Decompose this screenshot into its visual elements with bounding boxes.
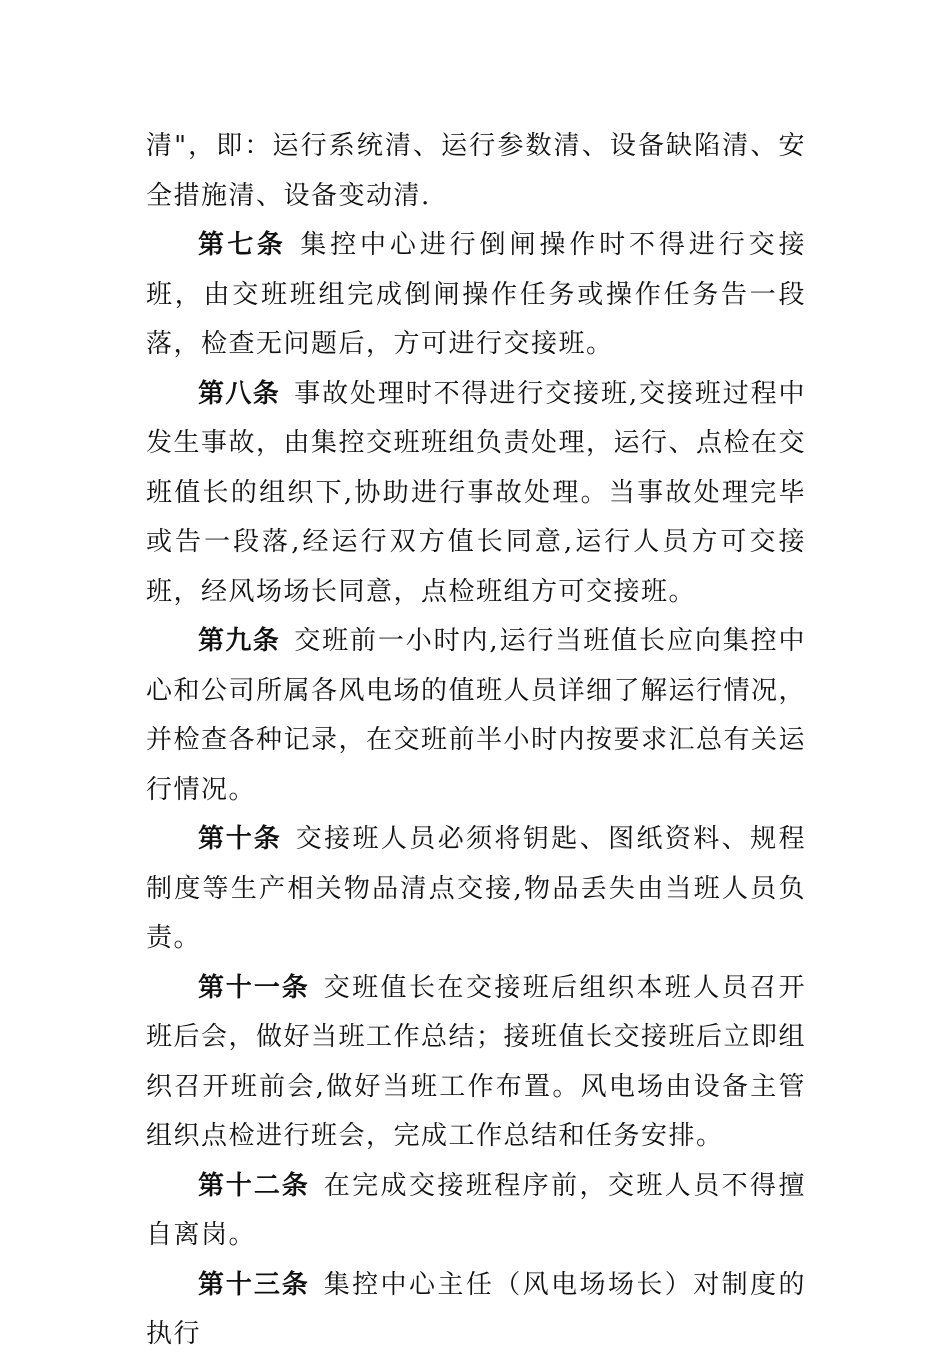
article-number: 第十二条: [198, 1170, 310, 1201]
article-text: 交班前一小时内,运行当班值长应向集控中心和公司所属各风电场的值班人员详细了解运行情况，并检查各种记录，在交班前半小时内按要求汇总有关运行情况。: [146, 626, 807, 805]
article-12: [146, 1162, 806, 1261]
article-number: 第十三条: [198, 1269, 310, 1300]
article-text: 集控中心主任（风电场场长）对制度的执行: [146, 1269, 806, 1349]
article-7: [146, 221, 806, 370]
article-number: 第十一条: [198, 972, 310, 1003]
article-text: 交班值长在交接班后组织本班人员召开班后会，做好当班工作总结；接班值长交接班后立即组织召开班前会,做好当班工作布置。风电场由设备主管组织点检进行班会，完成工作总结和任务安排。: [146, 972, 807, 1151]
article-number: 第七条: [198, 230, 287, 260]
article-number: 第十条: [198, 824, 282, 854]
paragraph-text: 清"，即：运行系统清、运行参数清、设备缺陷清、安全措施清、设备变动清.: [146, 131, 806, 211]
article-number: 第九条: [198, 626, 281, 656]
article-8: [146, 370, 806, 618]
paragraph-continuation: [146, 122, 806, 221]
article-text: 交接班人员必须将钥匙、图纸资料、规程制度等生产相关物品清点交接,物品丢失由当班人员负责。: [146, 824, 806, 953]
article-11: [146, 964, 806, 1162]
article-text: 在完成交接班程序前，交班人员不得擅自离岗。: [146, 1170, 806, 1250]
article-13: [146, 1261, 806, 1360]
article-number: 第八条: [198, 378, 281, 409]
article-text: 事故处理时不得进行交接班,交接班过程中发生事故，由集控交班班组负责处理，运行、点检在交班值长的组织下,协助进行事故处理。当事故处理完毕或告一段落,经运行双方值长同意,运行人员方可交接班，经风场场长同意，点检班组方可交接班。: [146, 378, 807, 607]
article-9: [146, 617, 806, 815]
article-text: 集控中心进行倒闸操作时不得进行交接班，由交班班组完成倒闸操作任务或操作任务告一段落，检查无问题后，方可进行交接班。: [146, 230, 806, 359]
article-10: [146, 815, 806, 964]
